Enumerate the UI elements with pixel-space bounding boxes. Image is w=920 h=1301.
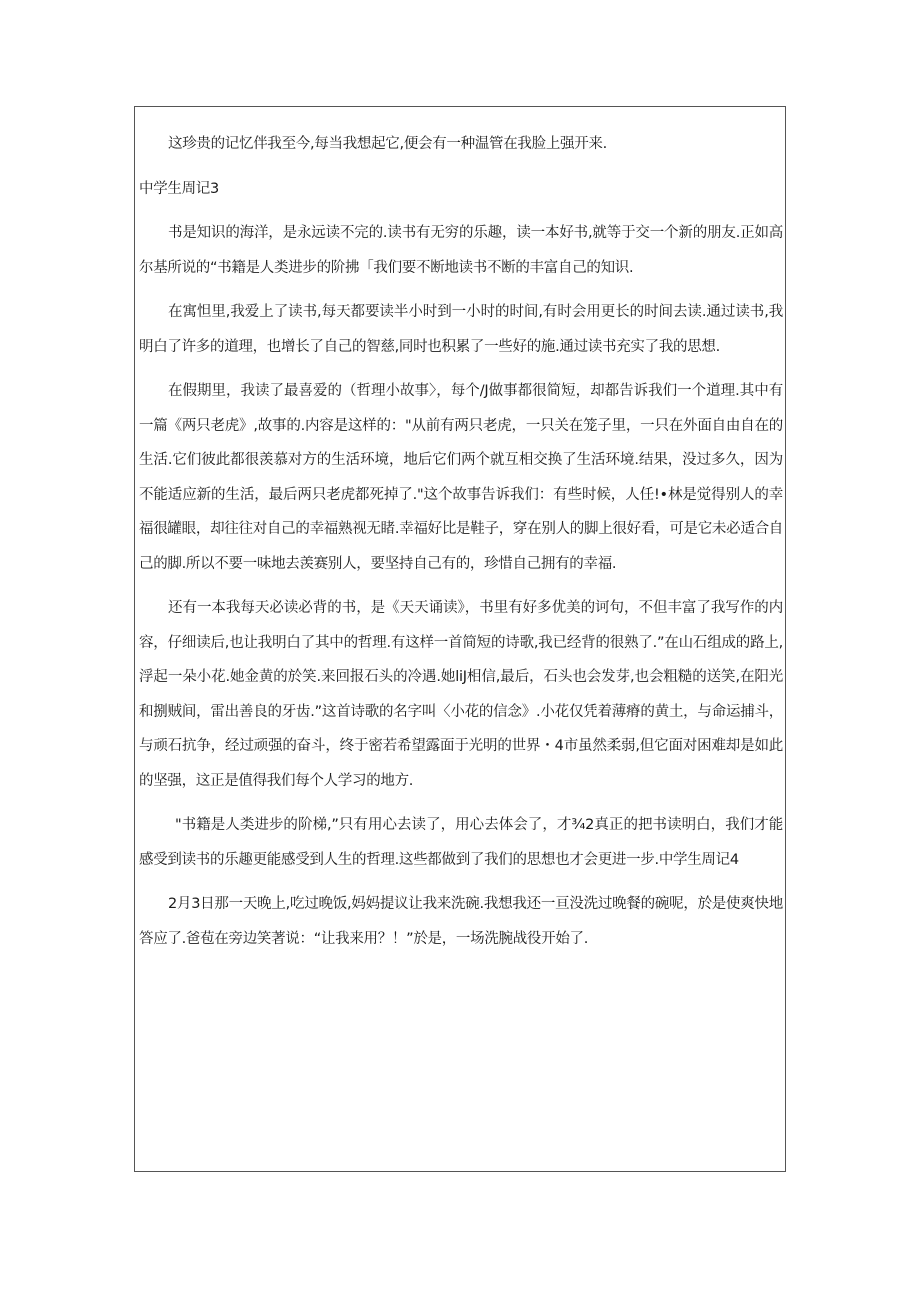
paragraph-6: "书籍是人类进步的阶梯,”只有用心去读了，用心去体会了，才¾2真正的把书读明白，我们才能感受到读书的乐趣更能感受到人生的哲理.这些都做到了我们的思想也才会更进一步.中学生周记4 [139,817,783,868]
document-body [139,127,783,966]
paragraph-1: 这珍贵的记忆伴我至今,每当我想起它,便会有一种温管在我脸上强开来. [168,136,607,152]
section-heading-journal-3: 中学生周记3 [139,180,219,197]
paragraph-3: 在寓怛里,我爱上了读书,每天都要读半小时到一小时的时间,有时会用更长的时间去读.通过读书,我明白了许多的道理，也增长了自己的智慈,同时也积累了一些好的施.通过读书充实了我的思想. [139,304,783,355]
paragraph-4: 在假期里，我读了最喜爱的（哲理小故事〉，每个/J做事都很简短，却都告诉我们一个道理.其中有一篇《两只老虎》,故事的.内容是这样的："从前有两只老虎，一只关在笼子里，一只在外面自由自在的生活.它们彼此都很羡慕对方的生活环境，地后它们两个就互相交换了生活环境.结果，没过多久，因为不能适应新的生活，最后两只老虎都死掉了."这个故事告诉我们：有些时候，人任!•林是觉得别人的幸福很罐眼，却往往对自己的幸福熟视无睹.幸福好比是鞋子，穿在别人的脚上很好看，可是它未必适合自己的脚.所以不要一味地去羡赛别人，要坚持自己有的，珍惜自己拥有的幸福. [139,383,783,572]
page-frame [134,106,786,1172]
paragraph-7: 2月3日那一天晚上,吃过晚饭,妈妈提议让我来洗碗.我想我还一亘没洗过晚餐的碗呢，於是使爽快地答应了.爸苞在旁边笑著说：“让我来用？！”於是，一场洗腕战役开始了. [139,896,783,947]
paragraph-2: 书是知识的海洋，是永远读不完的.读书有无穷的乐趣，读一本好书,就等于交一个新的朋友.正如高尔基所说的“书籍是人类进步的阶拂「我们要不断地读书不断的丰富自己的知识. [139,225,783,276]
paragraph-5: 还有一本我每天必读必背的书，是《天天诵读》，书里有好多优美的诃句，不但丰富了我写作的内容，仔细读后,也让我明白了其中的哲理.有这样一首简短的诗歌,我已经背的很熟了.”在山石组成的路上,浮起一朵小花.她金黄的於笑.来回报石头的冷遇.她liJ相信,最后，石头也会发芽,也会粗糙的送笑,在阳光和捌贼间，雷出善良的牙齿.”这首诗歌的名字叫〈小花的信念》.小花仅凭着薄瘠的黄土，与命运捕斗，与顽石抗争，经过顽强的奋斗，终于密若希望露面于光明的世界・4市虽然柔弱,但它面对困难却是如此的坚强，这正是值得我们每个人学习的地方. [139,600,783,789]
